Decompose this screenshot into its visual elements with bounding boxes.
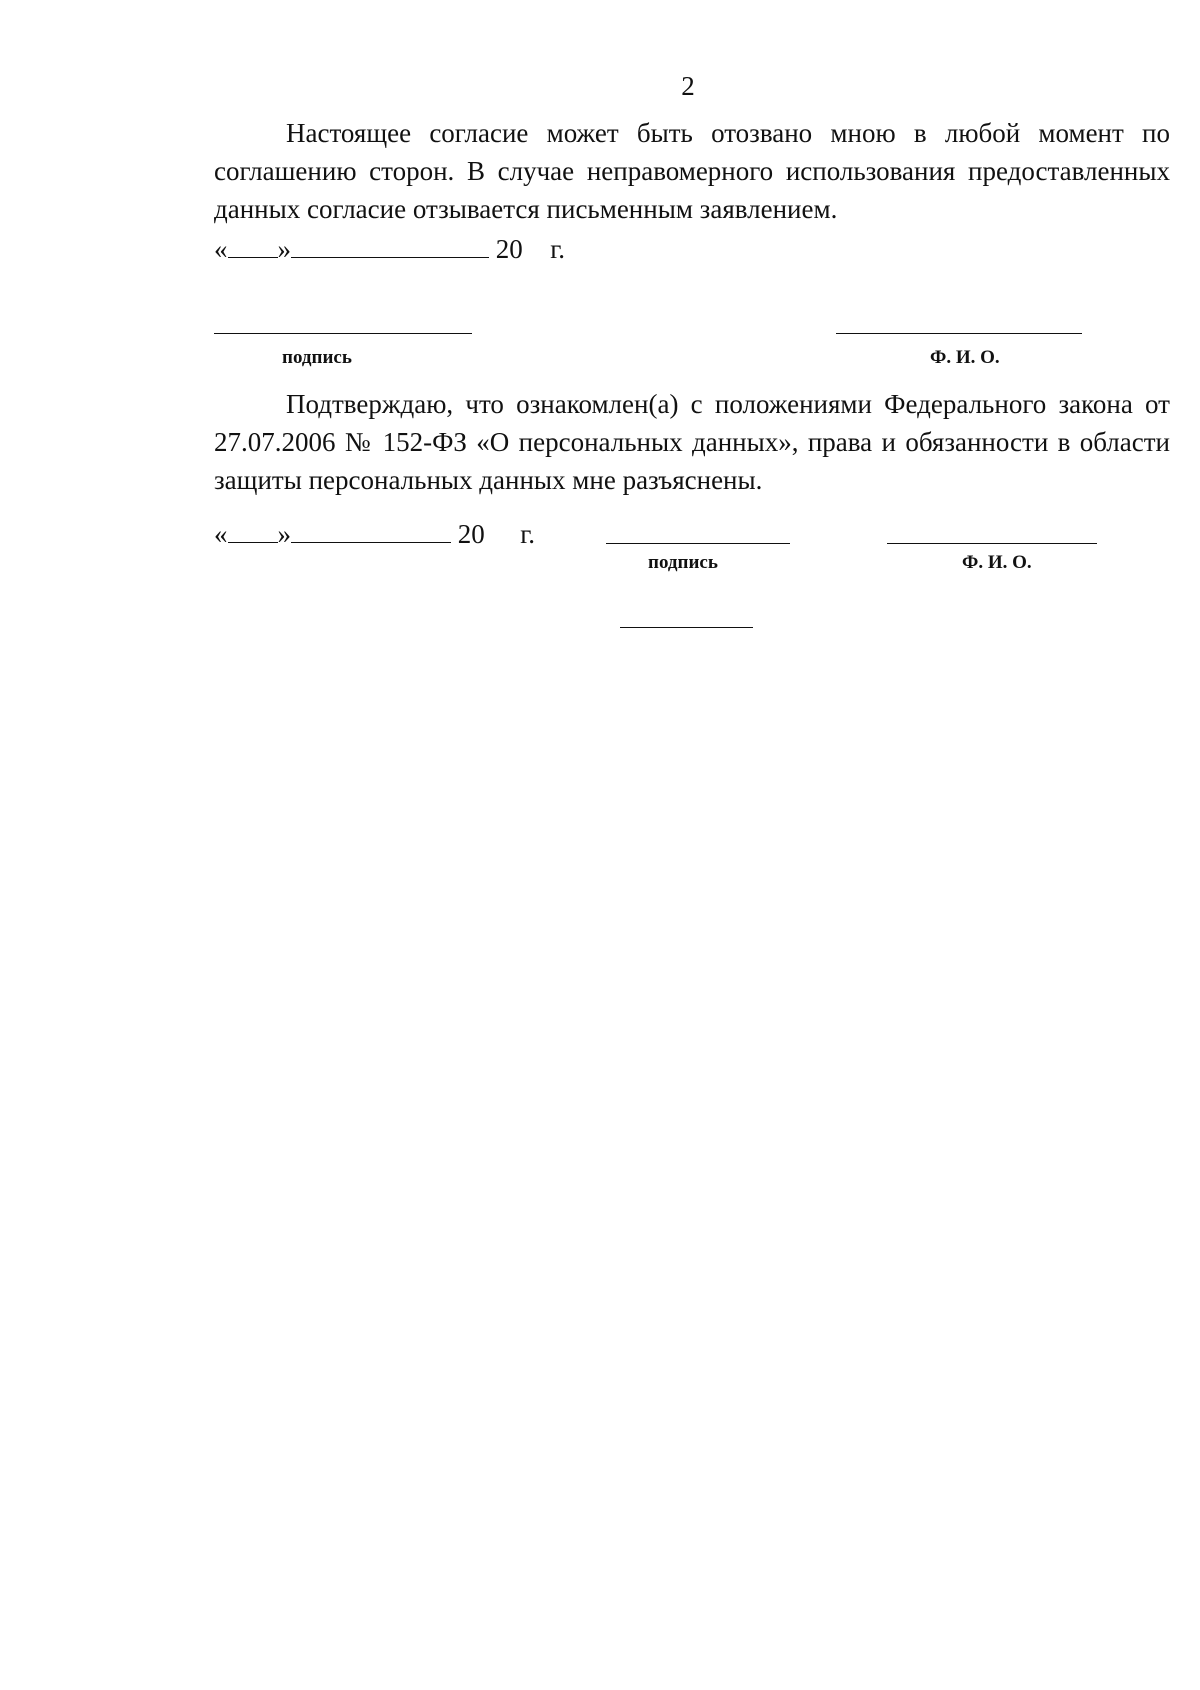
name-line-1[interactable] — [836, 333, 1082, 334]
signature-caption-1: подпись — [282, 347, 352, 368]
day-blank[interactable] — [228, 516, 278, 543]
day-blank[interactable] — [228, 231, 278, 258]
month-blank[interactable] — [291, 231, 489, 258]
signature-caption-2: подпись — [648, 552, 718, 573]
name-line-2[interactable] — [887, 543, 1097, 544]
name-caption-2: Ф. И. О. — [962, 552, 1032, 573]
signature-line-1[interactable] — [214, 333, 472, 334]
date-close-quote: » — [277, 234, 291, 264]
year-suffix: г. — [550, 234, 566, 264]
date-line-1 — [214, 230, 565, 268]
page-number: 2 — [681, 71, 695, 101]
name-caption-1: Ф. И. О. — [930, 347, 1000, 368]
month-blank[interactable] — [291, 516, 451, 543]
end-of-document-line — [620, 627, 753, 628]
date-close-quote: » — [277, 519, 291, 549]
date-line-2 — [214, 515, 535, 553]
signature-line-2[interactable] — [606, 543, 790, 544]
date-open-quote: « — [214, 519, 228, 549]
consent-revocation-paragraph: Настоящее согласие может быть отозвано мною в любой момент по соглашению сторон. В случае неправомерного использования предоставленных данных согласие отзывается письменным заявлением. — [214, 118, 1170, 224]
year-prefix: 20 — [457, 519, 485, 549]
acknowledgement-paragraph: Подтверждаю, что ознакомлен(а) с положениями Федерального закона от 27.07.2006 № 152-ФЗ «О персональных данных», права и обязанности в области защиты персональных данных мне разъяснены. — [214, 389, 1170, 495]
date-open-quote: « — [214, 234, 228, 264]
year-suffix: г. — [520, 519, 536, 549]
year-prefix: 20 — [495, 234, 523, 264]
